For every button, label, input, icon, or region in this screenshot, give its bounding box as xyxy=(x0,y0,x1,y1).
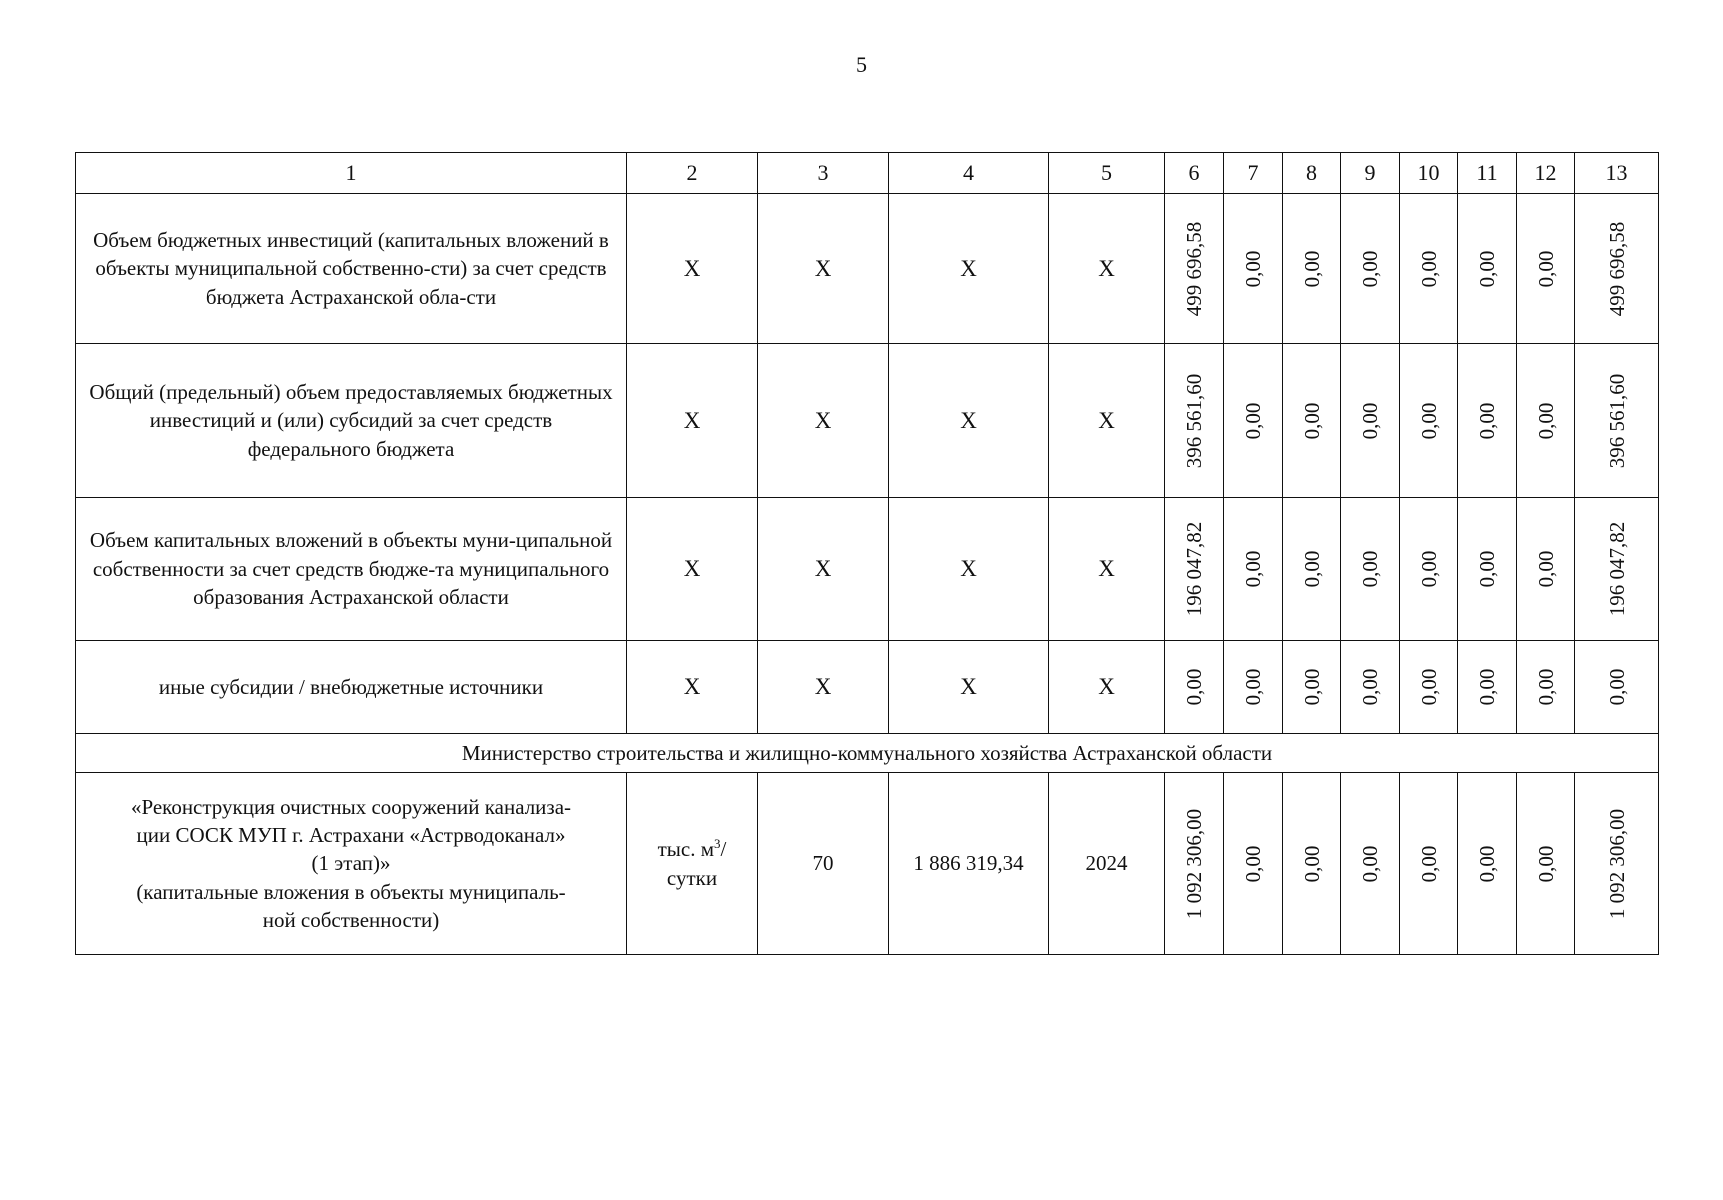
value-text: 0,00 xyxy=(1474,250,1499,287)
value-cell xyxy=(1517,344,1575,498)
value-cell xyxy=(1224,344,1283,498)
column-header: 1 xyxy=(76,153,627,194)
value-text: 196 047,82 xyxy=(1604,521,1629,617)
value-text: 0,00 xyxy=(1604,668,1629,706)
unit-prefix: тыс. м xyxy=(657,837,715,862)
column-header: 11 xyxy=(1458,153,1517,194)
value-cell xyxy=(1400,498,1458,641)
row-description: Общий (предельный) объем предоставляемых бюджетных инвестиций и (или) субсидий за счет средств федерального бюджета xyxy=(76,344,627,498)
value-cell xyxy=(1341,773,1400,955)
value-text: 0,00 xyxy=(1299,402,1324,439)
value-text: 0,00 xyxy=(1357,668,1382,706)
value-cell xyxy=(1575,498,1659,641)
value-cell xyxy=(1341,498,1400,641)
column-number-row xyxy=(76,153,1659,194)
value-text: 0,00 xyxy=(1474,402,1499,439)
row-description: Объем капитальных вложений в объекты муни-ципальной собственности за счет средств бюдже-та муниципального образования Астраханской области xyxy=(76,498,627,641)
value-cell xyxy=(1575,344,1659,498)
value-cell xyxy=(1224,194,1283,344)
column-header: 7 xyxy=(1224,153,1283,194)
column-header: 2 xyxy=(627,153,758,194)
value-cell xyxy=(1165,194,1224,344)
value-cell xyxy=(1224,498,1283,641)
table-row-other-sources xyxy=(76,641,1659,734)
column-header: 3 xyxy=(758,153,889,194)
value-text: 0,00 xyxy=(1357,550,1382,588)
value-cell xyxy=(1458,498,1517,641)
table-row-project xyxy=(76,773,1659,955)
value-cell xyxy=(1341,344,1400,498)
value-cell xyxy=(1283,641,1341,734)
cell-mark: Х xyxy=(627,641,758,734)
value-cell xyxy=(1283,344,1341,498)
value-text: 0,00 xyxy=(1416,250,1441,287)
value-cell xyxy=(1517,194,1575,344)
description-line: «Реконструкция очистных сооружений канализа- xyxy=(130,794,572,819)
value-cell xyxy=(1165,641,1224,734)
value-text: 0,00 xyxy=(1416,845,1441,882)
column-header: 5 xyxy=(1049,153,1165,194)
value-cell xyxy=(1165,498,1224,641)
value-cell xyxy=(1224,641,1283,734)
unit-cell xyxy=(627,773,758,955)
value-cell xyxy=(1165,344,1224,498)
column-header: 12 xyxy=(1517,153,1575,194)
cell-mark: Х xyxy=(1049,641,1165,734)
value-text: 0,00 xyxy=(1533,250,1558,287)
value-text: 0,00 xyxy=(1357,845,1382,882)
value-cell xyxy=(1517,498,1575,641)
section-row xyxy=(76,734,1659,773)
value-cell xyxy=(1224,773,1283,955)
value-text: 0,00 xyxy=(1240,845,1265,882)
description-line: (капитальные вложения в объекты муниципаль- xyxy=(136,879,566,904)
value-text: 0,00 xyxy=(1357,402,1382,439)
unit-slash: / xyxy=(720,837,727,862)
value-text: 0,00 xyxy=(1299,550,1324,588)
table-row-municipal-budget xyxy=(76,498,1659,641)
value-text: 0,00 xyxy=(1416,550,1441,588)
value-text: 0,00 xyxy=(1533,550,1558,588)
value-cell xyxy=(1400,344,1458,498)
value-cell xyxy=(1400,194,1458,344)
project-description xyxy=(76,773,627,955)
value-text: 0,00 xyxy=(1357,250,1382,287)
cell-mark: Х xyxy=(1049,344,1165,498)
year-cell: 2024 xyxy=(1049,773,1165,955)
column-header: 9 xyxy=(1341,153,1400,194)
value-text: 0,00 xyxy=(1240,668,1265,706)
cell-mark: Х xyxy=(627,194,758,344)
row-description: иные субсидии / внебюджетные источники xyxy=(76,641,627,734)
column-header: 4 xyxy=(889,153,1049,194)
budget-table xyxy=(75,152,1659,955)
value-cell xyxy=(1575,641,1659,734)
value-cell xyxy=(1575,773,1659,955)
description-line: (1 этап)» xyxy=(311,851,391,876)
value-text: 0,00 xyxy=(1533,668,1558,706)
value-text: 499 696,58 xyxy=(1604,221,1629,316)
table-row-federal-budget xyxy=(76,344,1659,498)
cell-mark: Х xyxy=(889,498,1049,641)
value-cell xyxy=(1458,641,1517,734)
value-text: 0,00 xyxy=(1240,402,1265,439)
value-cell xyxy=(1517,641,1575,734)
value-cell xyxy=(1400,641,1458,734)
value-text: 1 092 306,00 xyxy=(1604,808,1629,919)
cell-mark: Х xyxy=(889,194,1049,344)
cell-mark: Х xyxy=(889,344,1049,498)
cell-mark: Х xyxy=(1049,498,1165,641)
column-header: 8 xyxy=(1283,153,1341,194)
column-header: 13 xyxy=(1575,153,1659,194)
unit-superscript: 3 xyxy=(714,836,721,852)
value-text: 0,00 xyxy=(1299,845,1324,882)
value-text: 0,00 xyxy=(1181,668,1206,706)
cell-mark: Х xyxy=(758,498,889,641)
capacity-cell: 70 xyxy=(758,773,889,955)
value-cell xyxy=(1458,773,1517,955)
value-text: 499 696,58 xyxy=(1181,221,1206,316)
value-cell xyxy=(1341,641,1400,734)
value-text: 0,00 xyxy=(1416,402,1441,439)
value-text: 396 561,60 xyxy=(1181,373,1206,468)
value-text: 0,00 xyxy=(1474,668,1499,706)
description-line: ной собственности) xyxy=(262,908,440,933)
value-cell xyxy=(1283,194,1341,344)
value-cell xyxy=(1341,194,1400,344)
value-text: 0,00 xyxy=(1240,550,1265,588)
value-cell xyxy=(1458,194,1517,344)
value-cell xyxy=(1575,194,1659,344)
value-text: 0,00 xyxy=(1474,845,1499,882)
table-row-regional-budget xyxy=(76,194,1659,344)
value-text: 0,00 xyxy=(1299,250,1324,287)
value-text: 0,00 xyxy=(1533,845,1558,882)
cell-mark: Х xyxy=(758,344,889,498)
cell-mark: Х xyxy=(758,641,889,734)
unit-suffix: сутки xyxy=(666,865,718,890)
value-text: 396 561,60 xyxy=(1604,373,1629,468)
column-header: 6 xyxy=(1165,153,1224,194)
section-title: Министерство строительства и жилищно-коммунального хозяйства Астраханской области xyxy=(76,734,1659,773)
cell-mark: Х xyxy=(627,498,758,641)
row-description: Объем бюджетных инвестиций (капитальных вложений в объекты муниципальной собственно-сти) за счет средств бюджета Астраханской обла-сти xyxy=(76,194,627,344)
value-text: 1 092 306,00 xyxy=(1181,808,1206,919)
value-cell xyxy=(1458,344,1517,498)
value-cell xyxy=(1400,773,1458,955)
value-cell xyxy=(1283,498,1341,641)
value-text: 0,00 xyxy=(1416,668,1441,706)
value-text: 0,00 xyxy=(1474,550,1499,588)
value-text: 0,00 xyxy=(1240,250,1265,287)
value-cell xyxy=(1517,773,1575,955)
description-line: ции СОСК МУП г. Астрахани «Астрводоканал» xyxy=(136,822,566,847)
cell-mark: Х xyxy=(889,641,1049,734)
value-text: 0,00 xyxy=(1533,402,1558,439)
cell-mark: Х xyxy=(1049,194,1165,344)
value-text: 0,00 xyxy=(1299,668,1324,706)
value-cell xyxy=(1283,773,1341,955)
page-number: 5 xyxy=(856,52,867,77)
value-cell xyxy=(1165,773,1224,955)
estimated-cost-cell: 1 886 319,34 xyxy=(889,773,1049,955)
cell-mark: Х xyxy=(758,194,889,344)
column-header: 10 xyxy=(1400,153,1458,194)
value-text: 196 047,82 xyxy=(1181,521,1206,617)
cell-mark: Х xyxy=(627,344,758,498)
